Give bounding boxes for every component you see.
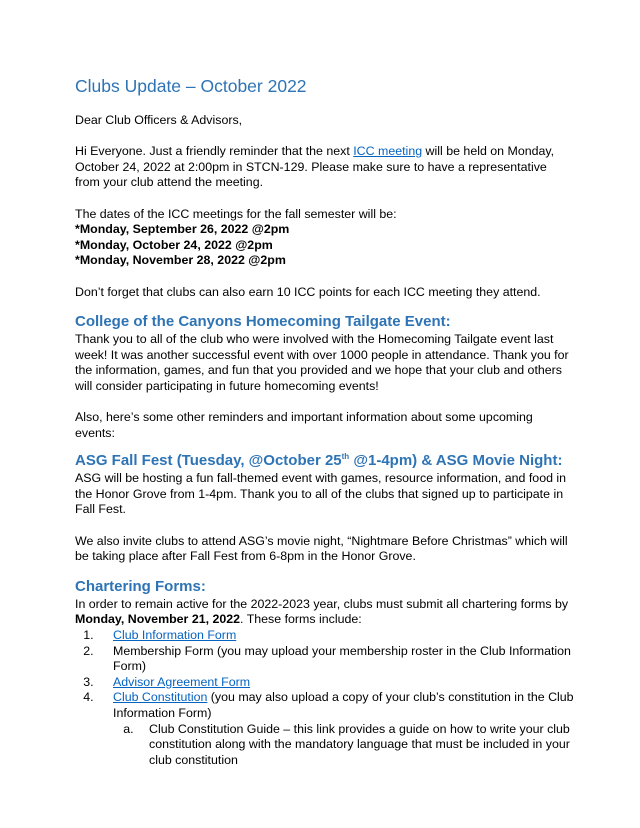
icc-meeting-link[interactable]: ICC meeting <box>353 144 423 159</box>
intro-text-before: Hi Everyone. Just a friendly reminder that the next <box>75 144 354 159</box>
chartering-forms-list <box>75 628 575 768</box>
document-title: Clubs Update – October 2022 <box>75 76 307 96</box>
intro-text-after: will be held on Monday, October 24, 2022 at 2:00pm in STCN-129. Please make sure to have a representative from your club attend the meeting. <box>75 144 555 190</box>
list-item <box>97 628 575 644</box>
club-constitution-link[interactable]: Club Constitution <box>113 690 208 705</box>
homecoming-body: Thank you to all of the club who were involved with the Homecoming Tailgate event last week! It was another successful event with over 1000 people in attendance. Thank you for the information, games, and fun that you provided and we hope that your club and others will consider participating in future homecoming events! <box>75 332 569 393</box>
intro-paragraph <box>75 144 575 191</box>
chartering-body <box>75 597 575 628</box>
movie-night-body: We also invite clubs to attend ASG’s movie night, “Nightmare Before Christmas” which will be taking place after Fall Fest from 6-8pm in the Honor Grove. <box>75 533 568 564</box>
meeting-date: *Monday, September 26, 2022 @2pm <box>75 222 290 237</box>
chartering-deadline: Monday, November 21, 2022 <box>75 612 241 627</box>
club-constitution-note: (you may also upload a copy of your club’s constitution in the Club Information Form) <box>113 690 574 720</box>
chartering-text-before: In order to remain active for the 2022-2023 year, clubs must submit all chartering forms by <box>75 596 569 611</box>
greeting: Dear Club Officers & Advisors, <box>75 113 243 127</box>
homecoming-heading: College of the Canyons Homecoming Tailgate Event: <box>75 313 451 331</box>
reminders-text: Also, here’s some other reminders and important information about some upcoming events: <box>75 410 533 440</box>
meeting-date: *Monday, November 28, 2022 @2pm <box>75 253 286 268</box>
fallfest-heading-part2: @1-4pm) & ASG Movie Night: <box>349 452 563 470</box>
document-page <box>75 74 575 768</box>
meeting-date: *Monday, October 24, 2022 @2pm <box>75 237 273 252</box>
dates-intro: The dates of the ICC meetings for the fall semester will be: <box>75 206 397 221</box>
list-item <box>97 690 575 768</box>
constitution-sublist <box>113 722 575 769</box>
list-item: 2. Membership Form (you may upload your membership roster in the Club Information Form) <box>97 644 575 675</box>
fallfest-body: ASG will be hosting a fun fall-themed event with games, resource information, and food in the Honor Grove from 1-4pm. Thank you to all of the clubs that signed up to participate in Fall Fest. <box>75 471 567 517</box>
fallfest-heading-sup: th <box>341 452 350 462</box>
fallfest-heading <box>75 451 575 471</box>
fallfest-heading-part1: ASG Fall Fest (Tuesday, @October 25 <box>75 452 342 470</box>
club-information-form-link[interactable]: Club Information Form <box>113 628 237 643</box>
chartering-heading: Chartering Forms: <box>75 577 206 595</box>
advisor-agreement-form-link[interactable]: Advisor Agreement Form <box>113 674 251 689</box>
points-note: Don’t forget that clubs can also earn 10 ICC points for each ICC meeting they attend. <box>75 284 541 299</box>
list-item <box>97 675 575 691</box>
chartering-text-after: . These forms include: <box>240 612 362 627</box>
list-item: a. Club Constitution Guide – this link provides a guide on how to write your club constitution along with the mandatory language that must be included in your club constitution <box>137 722 575 769</box>
